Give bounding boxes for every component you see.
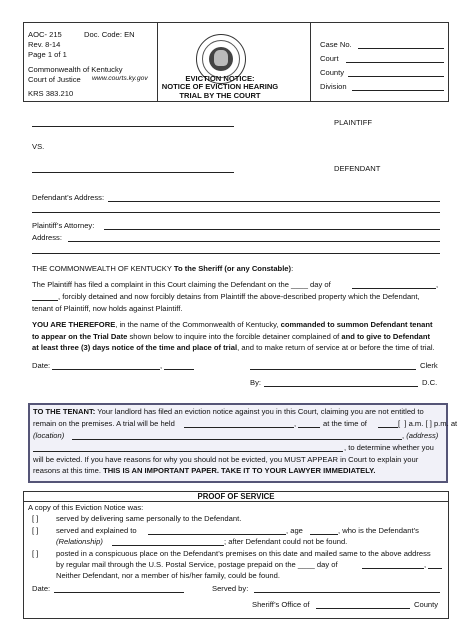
header-divider-left <box>157 23 158 101</box>
relationship-label: Relationship <box>58 537 101 546</box>
statute-reference: KRS 383.210 <box>28 89 74 98</box>
trial-year-field[interactable] <box>298 427 320 428</box>
therefore-bold-4: and to give to Defendant <box>341 331 431 341</box>
am-check[interactable] <box>402 419 404 428</box>
header-divider-right <box>310 23 311 101</box>
revision: Rev. 8-14 <box>28 40 61 49</box>
defendant-address-field-2[interactable] <box>32 212 440 213</box>
plaintiff-name-field[interactable] <box>32 126 234 127</box>
not-found-text: ; after Defendant could not be found. <box>224 537 348 546</box>
checkbox-explained[interactable]: [ ] <box>32 526 39 535</box>
pm-label: p.m. at <box>433 419 458 428</box>
age-label: , age <box>286 526 303 535</box>
deputy-clerk-signature-field[interactable] <box>264 386 418 387</box>
location-paren-open: (location) <box>33 431 65 440</box>
therefore-text-3: , and to make return of service at or before the time of trial. <box>237 343 435 352</box>
am-pm-options[interactable]: [ ] a.m. [ ] p.m. at <box>398 419 458 428</box>
versus-label: VS. <box>32 142 45 151</box>
issue-date-label: Date: <box>32 361 51 370</box>
attorney-address-field-2[interactable] <box>32 253 440 254</box>
tenant-line6 <box>33 466 375 475</box>
checkbox-personal[interactable]: [ ] <box>32 514 39 523</box>
proof-date-field[interactable] <box>54 592 184 593</box>
defendant-address-field[interactable] <box>108 201 440 202</box>
trial-time-field[interactable] <box>378 427 398 428</box>
sheriff-office-label: Sheriff’s Office of <box>252 600 310 609</box>
case-no-label: Case No. <box>320 40 352 49</box>
form-title <box>160 75 280 100</box>
issue-year-field[interactable] <box>164 369 194 370</box>
complaint-line1 <box>32 280 331 289</box>
am-label: a.m. <box>408 419 424 428</box>
proof-of-service-title: PROOF OF SERVICE <box>24 492 448 502</box>
clerk-label: Clerk <box>420 361 438 370</box>
complaint-line3: tenant of Plaintiff, now holds against Plaintiff. <box>32 304 183 313</box>
county-suffix-label: County <box>414 600 439 609</box>
form-title-line2: NOTICE OF EVICTION HEARING <box>161 82 279 92</box>
posted-text-2: by regular mail through the U.S. Postal Service, postage prepaid on the ____ day of <box>56 560 338 569</box>
page-count: Page 1 of 1 <box>28 50 67 59</box>
county-field[interactable] <box>348 76 444 77</box>
county-label: County <box>320 68 345 77</box>
date-comma: , <box>160 361 163 370</box>
to-sheriff-line <box>32 264 293 273</box>
location-comma: , (address) <box>402 431 439 440</box>
mailing-year-field[interactable] <box>428 568 442 569</box>
to-sheriff-prefix: THE COMMONWEALTH OF KENTUCKY <box>32 264 174 273</box>
tenant-line4: , to determine whether you <box>344 443 434 452</box>
tenant-line2-text: remain on the premises. A trial will be held <box>33 419 175 428</box>
clerk-signature-field[interactable] <box>250 369 416 370</box>
tenant-heading: TO THE TENANT: <box>33 407 96 416</box>
served-person-field[interactable] <box>148 534 286 535</box>
form-title-line1: EVICTION NOTICE: <box>185 74 255 83</box>
trial-location-field[interactable] <box>72 439 402 440</box>
tenant-line1 <box>33 407 424 416</box>
trial-address-label: address <box>408 431 436 440</box>
tenant-line1-text: Your landlord has filed an eviction notice against you in this Court, claiming you are not entitled to <box>95 407 424 416</box>
relationship-paren: (Relationship) <box>56 537 103 546</box>
court-of-justice: Court of Justice <box>28 75 81 84</box>
location-label: location <box>35 431 62 440</box>
defendant-name-field[interactable] <box>32 172 234 173</box>
therefore-text-1: , in the name of the Commonwealth of Kentucky, <box>115 320 281 329</box>
court-label: Court <box>320 54 339 63</box>
trial-comma: , <box>294 419 297 428</box>
served-personally-text: served by delivering same personally to the Defendant. <box>56 514 242 523</box>
defendant-address-label: Defendant’s Address: <box>32 193 105 202</box>
to-sheriff-bold: To the Sheriff (or any Constable) <box>173 264 292 273</box>
court-field[interactable] <box>346 62 444 63</box>
form-number: AOC- 215 <box>28 30 62 39</box>
court-website: www.courts.ky.gov <box>92 75 148 82</box>
posted-text-3: Neither Defendant, nor a member of his/her family, could be found. <box>56 571 280 580</box>
proof-intro: A copy of this Eviction Notice was: <box>28 503 144 512</box>
plaintiff-attorney-label: Plaintiff’s Attorney: <box>32 221 95 230</box>
served-by-field[interactable] <box>254 592 440 593</box>
age-field[interactable] <box>310 534 338 535</box>
trial-date-field[interactable] <box>184 427 294 428</box>
complaint-comma: , <box>436 280 439 289</box>
therefore-text-2: shown below to inquire into the forcible detainer complained of <box>127 331 342 341</box>
therefore-bold-1: YOU ARE THEREFORE <box>32 320 116 329</box>
plaintiff-label: PLAINTIFF <box>334 118 372 127</box>
case-no-field[interactable] <box>358 48 444 49</box>
at-the-time-label: at the time of <box>323 419 367 428</box>
served-by-label: Served by: <box>212 584 249 593</box>
proof-date-label: Date: <box>32 584 51 593</box>
attorney-address-label: Address: <box>32 233 62 242</box>
doc-code: Doc. Code: EN <box>84 30 135 39</box>
mailing-month-field[interactable] <box>362 568 424 569</box>
sheriff-county-field[interactable] <box>316 608 410 609</box>
checkbox-posted[interactable]: [ ] <box>32 549 39 558</box>
important-paper-warning: THIS IS AN IMPORTANT PAPER. TAKE IT TO YOUR LAWYER IMMEDIATELY. <box>103 466 376 475</box>
trial-address-field[interactable] <box>33 451 343 452</box>
posted-text-1: posted in a conspicuous place on the Defendant’s premises on this date and mailed same to the above address <box>56 549 431 558</box>
therefore-bold-5: at least three (3) days notice of the time and place of trial <box>32 343 238 352</box>
form-title-line3: TRIAL BY THE COURT <box>179 90 261 100</box>
plaintiff-attorney-field[interactable] <box>104 229 440 230</box>
issue-date-field[interactable] <box>52 369 160 370</box>
agency-name: Commonwealth of Kentucky <box>28 65 123 74</box>
attorney-address-field[interactable] <box>68 241 440 242</box>
by-label: By: <box>250 378 261 387</box>
defendants-relation-text: , who is the Defendant’s <box>338 526 419 535</box>
complaint-text-1: The Plaintiff has filed a complaint in this Court claiming the Defendant on the ____ day of <box>32 280 331 289</box>
division-label: Division <box>320 82 347 91</box>
division-field[interactable] <box>352 90 444 91</box>
mailing-comma: , <box>424 560 427 569</box>
tenant-line6-text: reasons at this time. <box>33 466 104 475</box>
complaint-year-field[interactable] <box>32 300 58 301</box>
to-sheriff-suffix: : <box>291 264 294 273</box>
therefore-paragraph <box>32 319 444 354</box>
complaint-month-field[interactable] <box>352 288 436 289</box>
defendant-label: DEFENDANT <box>334 164 381 173</box>
therefore-bold-3: to appear on the Trial Date <box>32 331 128 341</box>
deputy-clerk-label: D.C. <box>422 378 438 387</box>
relationship-field[interactable] <box>112 545 224 546</box>
therefore-bold-2: commanded to summon Defendant tenant <box>280 320 433 329</box>
complaint-line2: , forcibly detained and now forcibly detains from Plaintiff the above-described property which the Defendant, <box>58 292 420 301</box>
tenant-line5: will be evicted. If you have reasons for why you should not be evicted, you MUST APPEAR in Court to explain your <box>33 455 419 464</box>
served-explained-text: served and explained to <box>56 526 137 535</box>
